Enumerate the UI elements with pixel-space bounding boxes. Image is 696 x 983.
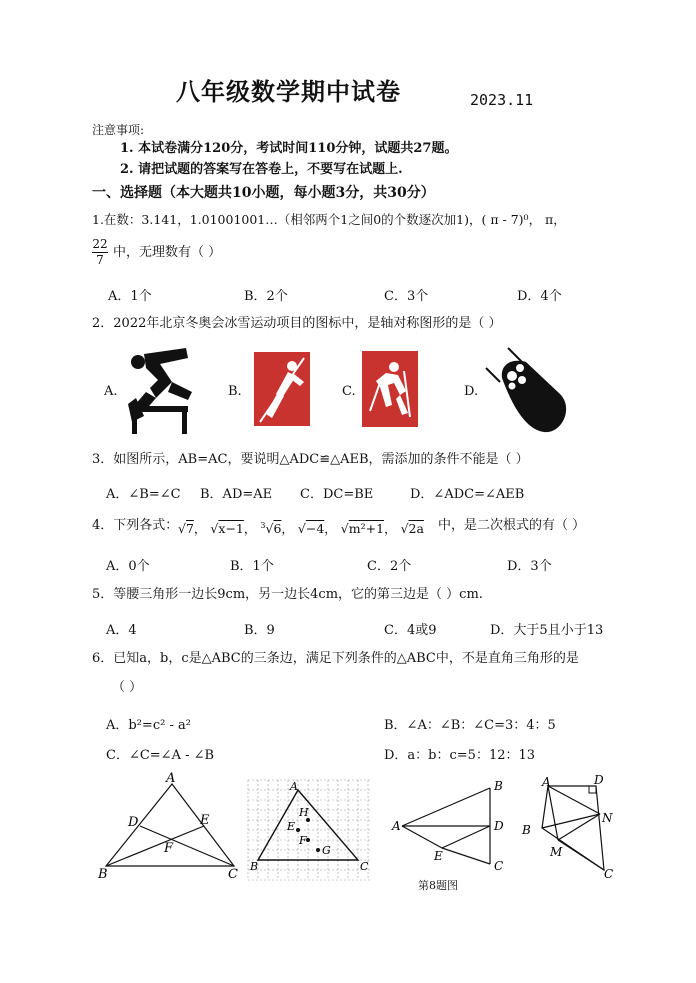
- q4-stem-start: 4．下列各式：: [92, 518, 179, 533]
- q6-option-b: B．∠A：∠B：∠C=3：4：5: [384, 718, 556, 733]
- fig3-label-a: A: [392, 819, 401, 833]
- q3-option-a: A．∠B=∠C: [106, 487, 181, 502]
- q4-radicand-1: 7: [185, 521, 194, 537]
- q3-option-b: B．AD=AE: [200, 487, 273, 502]
- q1-frac-den: 7: [96, 253, 104, 267]
- q5-stem: 5．等腰三角形一边长9cm，另一边长4cm，它的第三边是（ ）cm.: [92, 587, 483, 602]
- q6-option-d: D．a：b：c=5：12：13: [384, 748, 536, 763]
- fig2-label-a: A: [290, 780, 298, 793]
- sqrt-symbol-icon: √: [400, 521, 409, 537]
- fig2-label-f: F: [299, 834, 307, 847]
- q4-radicand-2: x−1: [218, 521, 244, 537]
- fig3-label-d: D: [494, 819, 504, 833]
- fig2-label-b: B: [250, 860, 259, 873]
- fig1-label-d: D: [128, 815, 139, 830]
- cbrt-symbol-icon: √: [265, 521, 274, 537]
- q3-stem: 3．如图所示，AB=AC，要说明△ADC≌△AEB，需添加的条件不能是（ ）: [92, 452, 529, 467]
- q2-stem: 2．2022年北京冬奥会冰雪运动项目的图标中，是轴对称图形的是（ ）: [92, 316, 502, 331]
- q2-label-c: C.: [342, 384, 356, 399]
- q1-stem-end: 中，无理数有（ ）: [113, 245, 222, 260]
- q4-stem-end: 中，是二次根式的有（ ）: [438, 518, 586, 533]
- q4-radicand-6: 2a: [408, 521, 424, 537]
- notice-heading: 注意事项:: [92, 123, 145, 137]
- q1-option-b: B．2个: [244, 289, 288, 304]
- q6-option-c: C．∠C=∠A - ∠B: [106, 748, 215, 763]
- q3-option-c: C．DC=BE: [300, 487, 374, 502]
- q4-radicals: √7， √x−1， $^3$√6， √−4， √m²+1， √2a: [178, 521, 424, 537]
- fig1-label-a: A: [166, 771, 176, 786]
- notice-item-1: 1. 本试卷满分120分，考试时间110分钟，试题共27题。: [120, 141, 458, 156]
- fig1-label-c: C: [228, 867, 238, 882]
- q6-option-a: A．b²=c² - a²: [106, 718, 191, 733]
- fig1-label-f: F: [164, 841, 174, 856]
- page-title: 八年级数学期中试卷: [176, 78, 401, 106]
- fig4-label-c: C: [604, 867, 614, 880]
- fig3-caption: 第8题图: [418, 879, 458, 892]
- q5-option-c: C．4或9: [384, 623, 437, 638]
- fig3-label-c: C: [494, 859, 504, 873]
- fig3-label-e: E: [434, 849, 443, 863]
- q4-option-b: B．1个: [230, 559, 274, 574]
- q5-option-a: A．4: [106, 623, 137, 638]
- q6-stem-cont: （ ）: [112, 680, 143, 695]
- figure-q8: [390, 774, 510, 878]
- section-heading: 一、选择题（本大题共10小题，每小题3分，共30分）: [92, 185, 435, 201]
- exam-date: 2023.11: [470, 91, 534, 109]
- fig4-label-b: B: [522, 823, 531, 837]
- pictogram-c-icon: [362, 351, 418, 427]
- pictogram-b-icon: [254, 352, 310, 426]
- figure-q3-triangle: [96, 770, 246, 882]
- q4-radicand-5: m²+1: [348, 521, 385, 537]
- fig2-label-h: H: [299, 806, 309, 819]
- notice-item-2: 2. 请把试题的答案写在答卷上，不要写在试题上.: [120, 162, 403, 177]
- q1-frac-num: 22: [92, 237, 108, 251]
- q1-fraction: [90, 238, 110, 267]
- fig2-label-g: G: [322, 844, 331, 857]
- q4-radicand-3: 6: [273, 521, 282, 537]
- fig1-label-b: B: [98, 867, 108, 882]
- fig2-label-c: C: [360, 860, 369, 873]
- q5-option-b: B．9: [244, 623, 275, 638]
- sqrt-symbol-icon: √: [340, 521, 349, 537]
- fig4-label-n: N: [602, 811, 613, 825]
- sqrt-symbol-icon: √: [297, 521, 306, 537]
- figure-grid-triangle: [244, 776, 374, 884]
- pictogram-a-icon: [126, 346, 198, 436]
- fig4-label-m: M: [550, 845, 563, 859]
- sqrt-symbol-icon: √: [210, 521, 219, 537]
- q1-option-a: A．1个: [108, 289, 152, 304]
- fig2-label-e: E: [287, 820, 296, 833]
- q4-radicand-4: −4: [305, 521, 325, 537]
- figure-quadrilateral: [518, 770, 622, 880]
- fig1-label-e: E: [200, 813, 210, 828]
- fig4-label-d: D: [594, 773, 604, 787]
- q4-cube-index: 3: [260, 521, 266, 530]
- q2-label-d: D.: [464, 384, 479, 399]
- q4-option-c: C．2个: [367, 559, 412, 574]
- q6-stem: 6．已知a，b，c是△ABC的三条边，满足下列条件的△ABC中，不是直角三角形的是: [92, 651, 579, 666]
- fig4-label-a: A: [542, 775, 551, 789]
- q5-option-d: D．大于5且小于13: [490, 623, 604, 638]
- fig3-label-b: B: [494, 779, 503, 793]
- q4-option-a: A．0个: [106, 559, 150, 574]
- q3-option-d: D．∠ADC=∠AEB: [410, 487, 525, 502]
- q2-label-a: A.: [104, 384, 118, 399]
- sqrt-symbol-icon: √: [178, 521, 186, 537]
- q1-option-d: D．4个: [517, 289, 562, 304]
- pictogram-d-icon: [482, 344, 574, 436]
- q4-option-d: D．3个: [507, 559, 552, 574]
- q1-stem: 1.在数：3.141，1.01001001…（相邻两个1之间0的个数逐次加1)，( π - 7)⁰， π，: [92, 212, 566, 227]
- q2-label-b: B.: [228, 384, 242, 399]
- q1-option-c: C．3个: [384, 289, 429, 304]
